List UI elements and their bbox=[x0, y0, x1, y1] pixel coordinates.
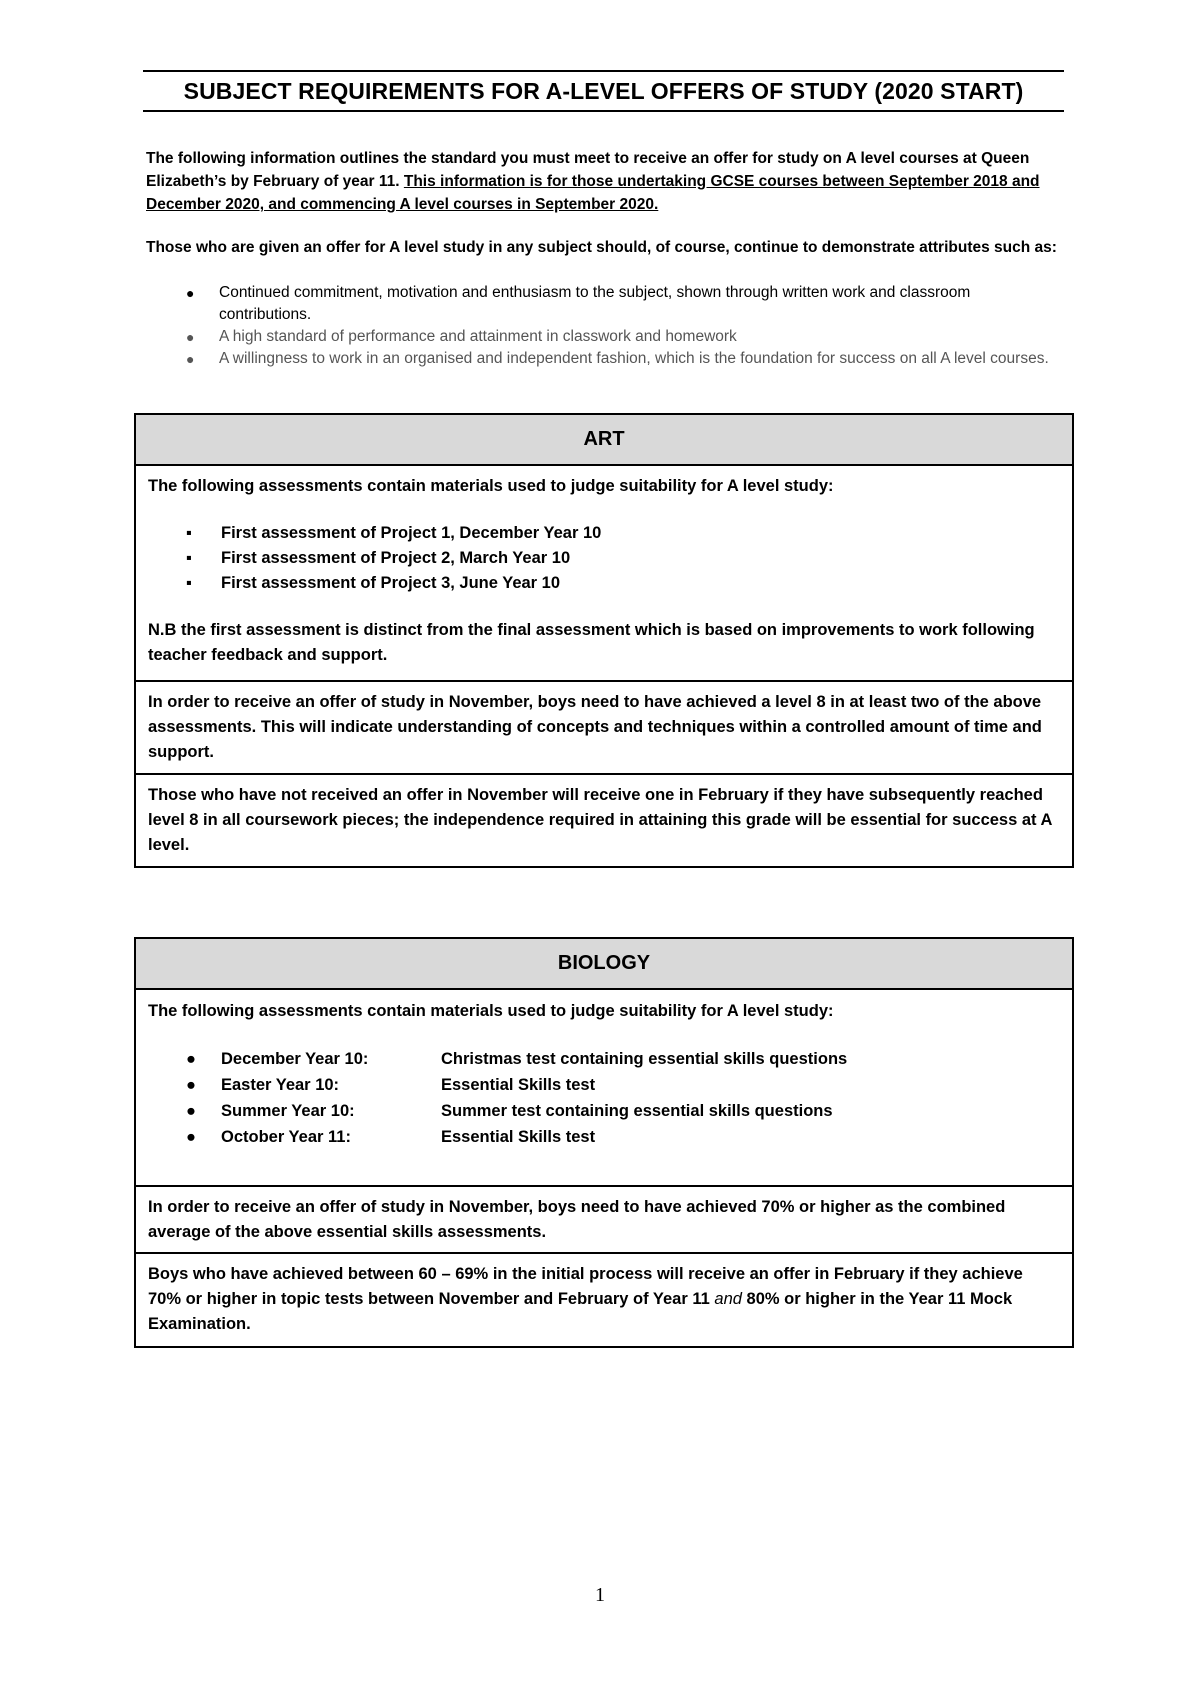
title-bottom-rule bbox=[143, 110, 1064, 112]
art-note: N.B the first assessment is distinct from the final assessment which is based on improvements to work following teacher feedback and support. bbox=[148, 621, 1035, 664]
art-february-cell: Those who have not received an offer in November will receive one in February if they have subsequently reached level 8 in all coursework pieces; the independence required in attaining this grade will be essential for success at A level. bbox=[148, 786, 1052, 854]
title-top-rule bbox=[143, 70, 1064, 72]
art-intro: The following assessments contain materials used to judge suitability for A level study: bbox=[148, 477, 834, 495]
list-item: ● A willingness to work in an organised and independent fashion, which is the foundation for success on all A level courses. bbox=[146, 348, 1066, 370]
art-november-cell: In order to receive an offer of study in November, boys need to have achieved a level 8 in at least two of the above assessments. This will indicate understanding of concepts and techniques within a controlled amount of time and support. bbox=[136, 682, 1072, 775]
art-heading: ART bbox=[136, 415, 1072, 466]
intro-paragraph bbox=[146, 147, 1066, 216]
bullet-icon: ● bbox=[186, 351, 195, 367]
list-item: ● October Year 11: Essential Skills test bbox=[148, 1124, 1060, 1150]
list-item: ● Summer Year 10: Summer test containing essential skills questions bbox=[148, 1098, 1060, 1124]
page-number: 1 bbox=[595, 1584, 605, 1606]
list-item: ● Easter Year 10: Essential Skills test bbox=[148, 1072, 1060, 1098]
art-assessments-cell bbox=[136, 466, 1072, 682]
biology-assessments-cell bbox=[136, 990, 1072, 1187]
biology-heading: BIOLOGY bbox=[136, 939, 1072, 990]
bullet-icon: ● bbox=[186, 1102, 196, 1120]
list-item: ● A high standard of performance and attainment in classwork and homework bbox=[146, 326, 1066, 348]
list-item: ▪ First assessment of Project 3, June Year 10 bbox=[148, 571, 1060, 596]
bullet-icon: ● bbox=[186, 1050, 196, 1068]
bullet-icon: ▪ bbox=[186, 524, 192, 542]
bullet-icon: ● bbox=[186, 285, 195, 301]
bullet-icon: ● bbox=[186, 1076, 196, 1094]
bullet-icon: ● bbox=[186, 1128, 196, 1146]
list-item: ● Continued commitment, motivation and enthusiasm to the subject, shown through written work and classroom contributions. bbox=[186, 284, 971, 323]
list-item: ● December Year 10: Christmas test containing essential skills questions bbox=[148, 1046, 1060, 1072]
attributes-list bbox=[146, 282, 1066, 370]
biology-intro: The following assessments contain materials used to judge suitability for A level study: bbox=[148, 1002, 834, 1020]
intro-text: The following information outlines the standard you must meet to receive an offer for study on A level courses at Queen Elizabeth’s by February of year 11. bbox=[146, 150, 1030, 190]
list-item: ▪ First assessment of Project 2, March Year 10 bbox=[148, 546, 1060, 571]
biology-table bbox=[134, 937, 1074, 1348]
bullet-icon: ▪ bbox=[186, 549, 192, 567]
art-table bbox=[134, 413, 1074, 868]
art-assessment-list bbox=[148, 521, 1060, 596]
bullet-icon: ▪ bbox=[186, 574, 192, 592]
list-item: ▪ First assessment of Project 1, December Year 10 bbox=[148, 521, 1060, 546]
intro-underlined-text: This information is for those undertaking GCSE courses between September 2018 and December 2020, and commencing A level courses in September 2020. bbox=[146, 173, 1040, 213]
biology-february-cell: Boys who have achieved between 60 – 69% in the initial process will receive an offer in February if they achieve 70% or higher in topic tests between November and February of Year 11 and 80% or higher in the Year 11 Mock Examination. bbox=[148, 1265, 1023, 1333]
biology-november-cell: In order to receive an offer of study in November, boys need to have achieved 70% or higher as the combined average of the above essential skills assessments. bbox=[136, 1187, 1072, 1254]
biology-assessment-list bbox=[148, 1046, 1060, 1150]
attributes-intro: Those who are given an offer for A level study in any subject should, of course, continue to demonstrate attributes such as: bbox=[146, 239, 1057, 256]
bullet-icon: ● bbox=[186, 329, 195, 345]
page-title: SUBJECT REQUIREMENTS FOR A-LEVEL OFFERS OF STUDY (2020 START) bbox=[183, 78, 1024, 104]
